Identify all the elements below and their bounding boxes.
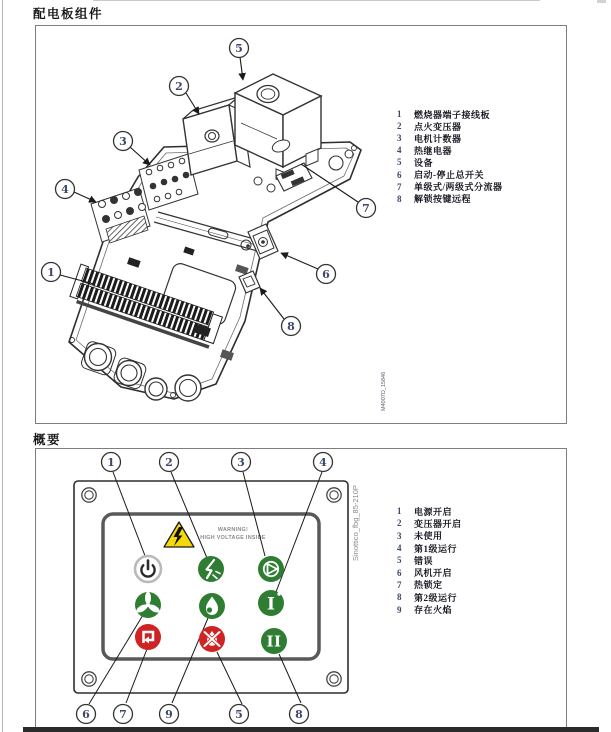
legend-item: 4 热继电器 [397, 145, 453, 156]
figure2-model-code: Sinottico_fbg_85-210P [351, 485, 360, 561]
legend-item: 6 启动-停止总开关 [397, 169, 484, 181]
callout-6 [77, 705, 96, 724]
svg-text:7: 7 [362, 202, 370, 215]
callout-5 [230, 39, 249, 58]
legend-item: 2 点火变压器 [397, 121, 462, 132]
svg-text:HIGH VOLTAGE INSIDE: HIGH VOLTAGE INSIDE [200, 535, 266, 541]
figure2-legend [397, 505, 562, 616]
flame-present-indicator [199, 593, 225, 619]
legend-item: 4 第1级运行 [397, 543, 458, 554]
svg-text:7: 7 [119, 708, 127, 721]
not-used-indicator [258, 556, 284, 582]
thermal-lockout-indicator [135, 624, 161, 650]
legend-item: 7 热锁定 [397, 579, 443, 591]
figure2-callouts-bottom [77, 705, 309, 724]
svg-text:6: 6 [322, 268, 330, 281]
section-title-overview: 概要 [33, 433, 62, 447]
figure1-legend [397, 108, 562, 205]
power-on-indicator [135, 556, 161, 582]
page-edge-line [2, 0, 3, 732]
figure1-code: M4007D_15846 [381, 371, 387, 411]
svg-text:1: 1 [47, 266, 55, 279]
distribution-board-diagram [36, 26, 565, 422]
callout-1 [102, 453, 121, 472]
legend-item: 6 风机开启 [397, 567, 453, 579]
svg-text:6: 6 [82, 708, 90, 721]
callout-4 [314, 453, 333, 472]
callout-1 [42, 263, 61, 282]
svg-text:4: 4 [61, 183, 69, 196]
svg-text:WARNING!: WARNING! [217, 527, 249, 533]
callout-8 [282, 317, 301, 336]
transformer-on-indicator [198, 556, 224, 582]
callout-6 [317, 265, 336, 284]
callout-7 [114, 705, 133, 724]
callout-3 [114, 132, 133, 151]
legend-item: 5 设备 [397, 157, 434, 168]
roman-two-icon: II [266, 632, 282, 651]
svg-text:4: 4 [319, 456, 327, 469]
page-bottom-rule [23, 727, 599, 732]
svg-text:2: 2 [165, 456, 173, 469]
callout-5 [230, 705, 249, 724]
callout-7 [357, 199, 376, 218]
figure2-callouts-top [102, 453, 333, 472]
page-top-rule [93, 0, 540, 1]
fan-on-indicator [135, 592, 161, 618]
legend-item: 1 燃烧器端子接线板 [397, 109, 491, 120]
legend-item: 9 存在火焰 [397, 604, 453, 616]
callout-3 [232, 453, 251, 472]
stage1-run-indicator [258, 590, 284, 616]
stage2-run-indicator [261, 628, 287, 654]
callout-9 [160, 705, 179, 724]
legend-item: 5 错误 [397, 555, 434, 566]
svg-text:5: 5 [235, 708, 243, 721]
callout-2 [160, 453, 179, 472]
figure-distribution-board [35, 25, 567, 424]
svg-text:1: 1 [107, 456, 115, 469]
callout-2 [170, 77, 189, 96]
svg-text:8: 8 [295, 708, 303, 721]
svg-text:8: 8 [287, 320, 295, 333]
roman-one-icon: I [267, 594, 275, 615]
callout-4 [56, 180, 75, 199]
svg-text:9: 9 [165, 708, 173, 721]
svg-text:3: 3 [119, 135, 127, 148]
error-indicator [199, 626, 225, 652]
page-top-mark [597, 0, 606, 3]
legend-item: 3 电机计数器 [397, 133, 462, 144]
legend-item: 7 单级式/两级式分流器 [397, 181, 503, 193]
svg-text:2: 2 [175, 80, 183, 93]
legend-item: 8 第2级运行 [397, 592, 458, 603]
section-title-panel-components: 配电板组件 [33, 7, 104, 21]
legend-item: 1 电源开启 [397, 506, 453, 517]
callout-8 [290, 705, 309, 724]
legend-item: 3 未使用 [397, 530, 443, 542]
svg-text:3: 3 [237, 456, 245, 469]
legend-item: 8 解锁按键远程 [397, 193, 472, 205]
figure-control-panel [35, 448, 567, 732]
legend-item: 2 变压器开启 [397, 518, 462, 529]
svg-text:5: 5 [235, 42, 243, 55]
